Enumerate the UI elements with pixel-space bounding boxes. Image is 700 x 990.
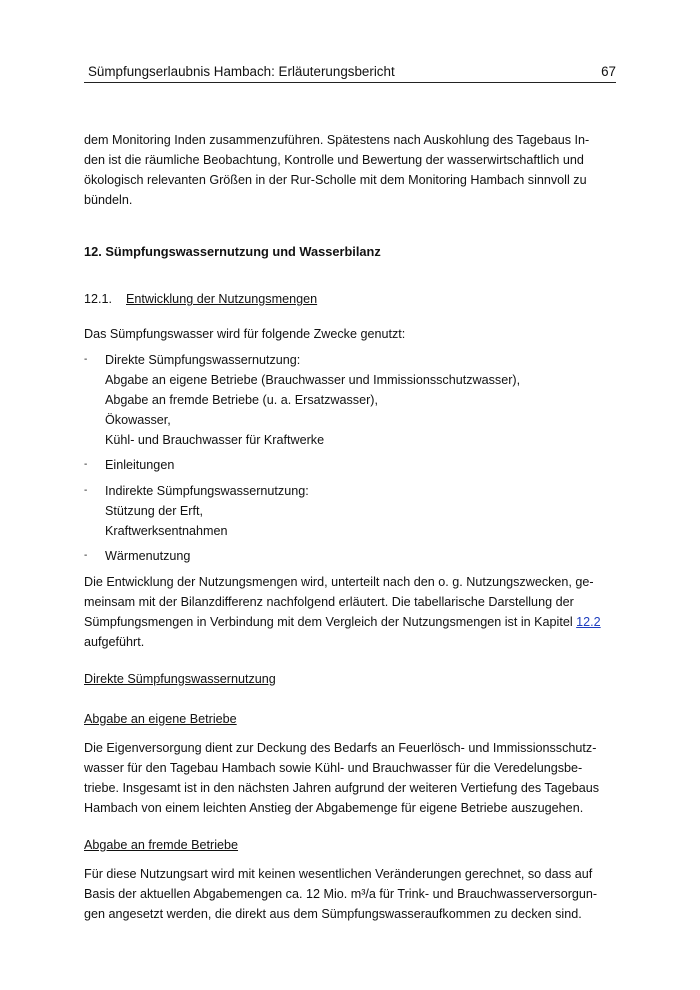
- paragraph-line-text: Sümpfungsmengen in Verbindung mit dem Vergleich der Nutzungsmengen ist in Kapitel: [84, 615, 577, 629]
- foreign-operations-heading: Abgabe an fremde Betriebe: [84, 838, 239, 852]
- document-page: [84, 0, 616, 990]
- paragraph-line: Hambach von einem leichten Anstieg der Abgabemenge für eigene Betriebe auszugehen.: [84, 801, 584, 815]
- paragraph-line: [84, 612, 616, 632]
- bullet-dash: -: [84, 459, 88, 470]
- subsection-number: 12.1.: [84, 292, 113, 306]
- bullet-dash: -: [84, 485, 88, 496]
- paragraph-line: Für diese Nutzungsart wird mit keinen wesentlichen Veränderungen gerechnet, so dass auf: [84, 867, 593, 881]
- own-operations-heading: Abgabe an eigene Betriebe: [84, 712, 237, 726]
- page-header: [84, 64, 616, 83]
- bullet-dash: -: [84, 354, 88, 365]
- list-line: Indirekte Sümpfungswassernutzung:: [105, 484, 309, 498]
- direct-use-heading: Direkte Sümpfungswassernutzung: [84, 672, 276, 686]
- paragraph-line: Die Entwicklung der Nutzungsmengen wird, unterteilt nach den o. g. Nutzungszwecken, ge-: [84, 575, 594, 589]
- list-line: Abgabe an fremde Betriebe (u. a. Ersatzwasser),: [105, 393, 378, 407]
- section-heading: 12. Sümpfungswassernutzung und Wasserbilanz: [84, 244, 381, 259]
- lead-text: Das Sümpfungswasser wird für folgende Zwecke genutzt:: [84, 327, 406, 341]
- intro-line: dem Monitoring Inden zusammenzuführen. Spätestens nach Auskohlung des Tagebaus In-: [84, 133, 590, 147]
- list-line: Stützung der Erft,: [105, 504, 204, 518]
- header-title: Sümpfungserlaubnis Hambach: Erläuterungsbericht: [88, 64, 395, 79]
- paragraph-line: Basis der aktuellen Abgabemengen ca. 12 Mio. m³/a für Trink- und Brauchwasserversorgun-: [84, 887, 598, 901]
- paragraph-line: Die Eigenversorgung dient zur Deckung des Bedarfs an Feuerlösch- und Immissionsschutz-: [84, 741, 597, 755]
- paragraph-line: triebe. Insgesamt ist in den nächsten Jahren aufgrund der weiteren Vertiefung des Tagebaus: [84, 781, 600, 795]
- intro-line: den ist die räumliche Beobachtung, Kontrolle und Bewertung der wasserwirtschaftlich und: [84, 153, 584, 167]
- list-line: Wärmenutzung: [105, 549, 191, 563]
- list-line: Einleitungen: [105, 458, 175, 472]
- bullet-dash: -: [84, 550, 88, 561]
- paragraph-line: wasser für den Tagebau Hambach sowie Kühl- und Brauchwasser für die Veredelungsbe-: [84, 761, 583, 775]
- paragraph-line: meinsam mit der Bilanzdifferenz nachfolgend erläutert. Die tabellarische Darstellung der: [84, 595, 574, 609]
- paragraph-line: aufgeführt.: [84, 635, 145, 649]
- chapter-link[interactable]: 12.2: [576, 615, 601, 629]
- list-line: Abgabe an eigene Betriebe (Brauchwasser und Immissionsschutzwasser),: [105, 373, 521, 387]
- list-line: Ökowasser,: [105, 413, 171, 427]
- subsection-title: Entwicklung der Nutzungsmengen: [126, 292, 318, 306]
- subsection-heading: [84, 292, 317, 306]
- page-number: 67: [601, 64, 616, 79]
- intro-line: ökologisch relevanten Größen in der Rur-Scholle mit dem Monitoring Hambach sinnvoll zu: [84, 173, 587, 187]
- paragraph-line: gen angesetzt werden, die direkt aus dem Sümpfungswasseraufkommen zu decken sind.: [84, 907, 582, 921]
- intro-line: bündeln.: [84, 193, 133, 207]
- list-line: Kühl- und Brauchwasser für Kraftwerke: [105, 433, 325, 447]
- list-line: Direkte Sümpfungswassernutzung:: [105, 353, 301, 367]
- list-line: Kraftwerksentnahmen: [105, 524, 228, 538]
